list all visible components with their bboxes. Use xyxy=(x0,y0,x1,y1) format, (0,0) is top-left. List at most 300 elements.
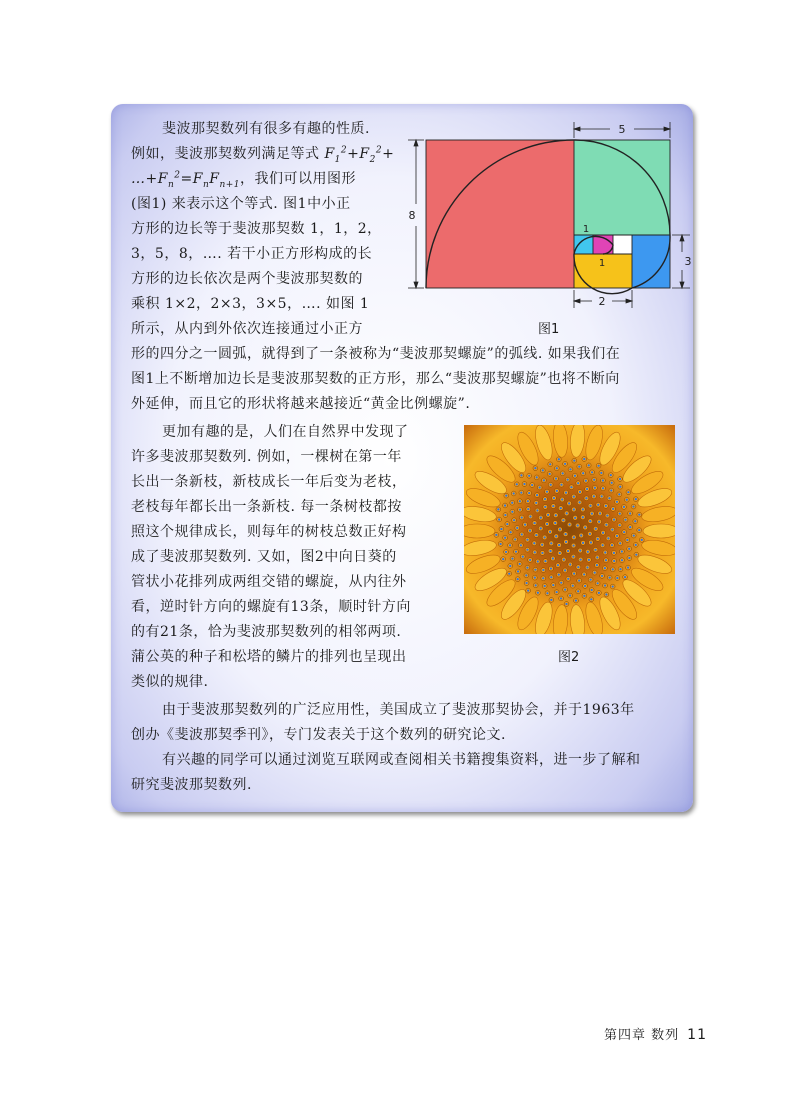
floret-marker xyxy=(573,536,575,538)
floret-marker xyxy=(624,519,626,521)
floret-marker xyxy=(497,508,499,510)
floret-marker xyxy=(616,501,618,503)
floret-marker xyxy=(604,551,606,553)
floret-marker xyxy=(628,557,630,559)
floret-marker xyxy=(610,489,612,491)
floret-marker xyxy=(534,551,536,553)
floret-marker xyxy=(589,505,591,507)
floret-marker xyxy=(533,522,535,524)
floret-marker xyxy=(508,573,510,575)
floret-marker xyxy=(619,512,621,514)
floret-marker xyxy=(505,551,507,553)
floret-marker xyxy=(513,492,515,494)
text-line: 看，逆时针方向的螺旋有13条，顺时针方向 xyxy=(131,599,411,615)
floret-marker xyxy=(514,538,516,540)
floret-marker xyxy=(505,495,507,497)
floret-marker xyxy=(517,570,519,572)
floret-marker xyxy=(565,492,567,494)
floret-marker xyxy=(525,574,527,576)
floret-marker xyxy=(611,544,613,546)
floret-marker xyxy=(526,539,528,541)
dim-label-inner-b: 1 xyxy=(598,258,606,269)
text-line: 例如，斐波那契数列满足等式 $F_1^2+F_2^2+$ xyxy=(131,145,395,165)
floret-marker xyxy=(546,491,548,493)
floret-marker xyxy=(627,491,629,493)
floret-marker xyxy=(556,591,558,593)
text-line: 创办《斐波那契季刊》，专门发表关于这个数列的研究论文. xyxy=(131,727,506,743)
floret-marker xyxy=(575,599,577,601)
floret-marker xyxy=(552,557,554,559)
text-line: (图1) 来表示这个等式. 图1中小正 xyxy=(131,196,351,212)
floret-marker xyxy=(533,542,535,544)
floret-marker xyxy=(535,502,537,504)
floret-marker xyxy=(589,533,591,535)
floret-marker xyxy=(556,490,558,492)
floret-marker xyxy=(565,541,567,543)
floret-marker xyxy=(540,527,542,529)
floret-marker xyxy=(511,558,513,560)
floret-marker xyxy=(555,514,557,516)
floret-marker xyxy=(606,514,608,516)
floret-marker xyxy=(628,548,630,550)
floret-marker xyxy=(588,464,590,466)
floret-marker xyxy=(559,528,561,530)
floret-marker xyxy=(516,483,518,485)
floret-marker xyxy=(608,497,610,499)
text-line: 的有21条，恰为斐波那契数列的相邻两项. xyxy=(131,624,402,640)
floret-marker xyxy=(605,505,607,507)
text-line: 乘积 1×2，2×3，3×5，…. 如图 1 xyxy=(131,296,370,312)
sunflower-petal xyxy=(643,524,675,538)
floret-marker xyxy=(561,498,563,500)
floret-marker xyxy=(580,534,582,536)
floret-marker xyxy=(509,544,511,546)
text-line: 方形的边长依次是两个斐波那契数的 xyxy=(131,271,363,287)
floret-marker xyxy=(613,518,615,520)
floret-marker xyxy=(572,556,574,558)
floret-marker xyxy=(585,497,587,499)
text-line: 蒲公英的种子和松塔的鳞片的排列也呈现出 xyxy=(131,649,407,665)
floret-marker xyxy=(516,527,518,529)
figure-2-caption: 图2 xyxy=(558,650,580,665)
floret-marker xyxy=(578,465,580,467)
floret-marker xyxy=(520,544,522,546)
floret-marker xyxy=(519,500,521,502)
floret-marker xyxy=(605,593,607,595)
floret-marker xyxy=(554,522,556,524)
floret-marker xyxy=(582,516,584,518)
formula-part: $\dots+F_n^2=F_nF_{n+1}$ xyxy=(131,170,241,190)
text-line: 管状小花排列成两组交错的螺旋，从内往外 xyxy=(131,574,407,590)
floret-marker xyxy=(618,493,620,495)
floret-marker xyxy=(591,471,593,473)
floret-marker xyxy=(610,474,612,476)
floret-marker xyxy=(591,589,593,591)
floret-marker xyxy=(542,469,544,471)
floret-marker xyxy=(506,523,508,525)
floret-marker xyxy=(528,475,530,477)
dim-label-bottom: 2 xyxy=(598,295,606,308)
floret-marker xyxy=(564,463,566,465)
floret-marker xyxy=(569,594,571,596)
floret-marker xyxy=(527,500,529,502)
floret-marker xyxy=(589,520,591,522)
floret-marker xyxy=(613,560,615,562)
floret-marker xyxy=(537,592,539,594)
chapter-label: 第四章 数列 xyxy=(604,1028,680,1043)
floret-marker xyxy=(557,564,559,566)
floret-marker xyxy=(566,512,568,514)
floret-marker xyxy=(582,508,584,510)
floret-marker xyxy=(612,585,614,587)
floret-marker xyxy=(536,494,538,496)
floret-marker xyxy=(559,552,561,554)
floret-marker xyxy=(602,479,604,481)
floret-marker xyxy=(513,519,515,521)
floret-marker xyxy=(556,467,558,469)
floret-marker xyxy=(638,514,640,516)
floret-marker xyxy=(593,479,595,481)
floret-marker xyxy=(521,516,523,518)
floret-marker xyxy=(558,458,560,460)
floret-marker xyxy=(577,482,579,484)
floret-marker xyxy=(560,582,562,584)
floret-marker xyxy=(577,590,579,592)
floret-marker xyxy=(577,524,579,526)
floret-marker xyxy=(619,524,621,526)
floret-marker xyxy=(524,524,526,526)
floret-marker xyxy=(616,577,618,579)
floret-marker xyxy=(634,520,636,522)
floret-marker xyxy=(562,472,564,474)
floret-marker xyxy=(550,599,552,601)
floret-marker xyxy=(523,483,525,485)
floret-marker xyxy=(504,537,506,539)
floret-marker xyxy=(519,563,521,565)
floret-marker xyxy=(502,558,504,560)
sunflower-petal xyxy=(464,524,495,538)
text-line: 研究斐波那契数列. xyxy=(131,777,252,793)
floret-marker xyxy=(495,534,497,536)
floret-marker xyxy=(572,544,574,546)
floret-marker xyxy=(584,526,586,528)
text-line: 所示，从内到外依次连接通过小正方 xyxy=(131,321,363,337)
floret-marker xyxy=(579,549,581,551)
floret-marker xyxy=(543,479,545,481)
floret-marker xyxy=(552,584,554,586)
floret-marker xyxy=(529,530,531,532)
floret-marker xyxy=(590,579,592,581)
floret-marker xyxy=(504,504,506,506)
floret-marker xyxy=(572,585,574,587)
floret-marker xyxy=(624,576,626,578)
floret-marker xyxy=(550,542,552,544)
text-line: 老枝每年都长出一条新枝. 每一条树枝都按 xyxy=(131,499,402,515)
text-line: 长出一条新枝，新枝成长一年后变为老枝， xyxy=(131,474,407,490)
floret-marker xyxy=(564,569,566,571)
dim-label-right: 3 xyxy=(684,255,692,268)
text-line: 许多斐波那契数列. 例如，一棵树在第一年 xyxy=(131,449,402,465)
floret-marker xyxy=(594,549,596,551)
floret-marker xyxy=(602,487,604,489)
floret-marker xyxy=(541,544,543,546)
floret-marker xyxy=(521,533,523,535)
floret-marker xyxy=(609,577,611,579)
floret-marker xyxy=(573,496,575,498)
floret-marker xyxy=(498,518,500,520)
floret-marker xyxy=(611,482,613,484)
square-8 xyxy=(426,140,574,288)
floret-marker xyxy=(623,531,625,533)
floret-marker xyxy=(602,544,604,546)
floret-marker xyxy=(500,528,502,530)
floret-marker xyxy=(599,512,601,514)
floret-marker xyxy=(546,592,548,594)
floret-marker xyxy=(613,552,615,554)
floret-marker xyxy=(583,595,585,597)
floret-marker xyxy=(579,501,581,503)
floret-marker xyxy=(602,532,604,534)
text-line: 斐波那契数列有很多有趣的性质. xyxy=(162,121,370,137)
floret-marker xyxy=(569,468,571,470)
floret-marker xyxy=(619,486,621,488)
floret-marker xyxy=(569,563,571,565)
square-5 xyxy=(574,140,670,235)
floret-marker xyxy=(632,505,634,507)
dim-label-left: 8 xyxy=(408,209,416,222)
floret-marker xyxy=(573,460,575,462)
fibonacci-spiral-figure xyxy=(402,118,702,318)
floret-marker xyxy=(563,559,565,561)
floret-marker xyxy=(520,474,522,476)
floret-marker xyxy=(583,458,585,460)
floret-marker xyxy=(553,497,555,499)
square-small xyxy=(613,235,632,254)
floret-marker xyxy=(511,511,513,513)
floret-marker xyxy=(596,556,598,558)
floret-marker xyxy=(544,536,546,538)
floret-marker xyxy=(544,498,546,500)
floret-marker xyxy=(558,574,560,576)
floret-marker xyxy=(582,472,584,474)
floret-marker xyxy=(596,564,598,566)
floret-marker xyxy=(547,514,549,516)
floret-marker xyxy=(595,528,597,530)
floret-marker xyxy=(562,519,564,521)
text-line: 形的四分之一圆弧，就得到了一条被称为“斐波那契螺旋”的弧线. 如果我们在 xyxy=(131,346,621,362)
floret-marker xyxy=(601,575,603,577)
floret-marker xyxy=(585,480,587,482)
floret-marker xyxy=(549,531,551,533)
floret-marker xyxy=(598,592,600,594)
floret-marker xyxy=(536,509,538,511)
floret-marker xyxy=(590,598,592,600)
floret-marker xyxy=(605,559,607,561)
floret-marker xyxy=(588,559,590,561)
floret-marker xyxy=(635,554,637,556)
floret-marker xyxy=(593,495,595,497)
page-footer xyxy=(604,1024,707,1043)
floret-marker xyxy=(594,572,596,574)
floret-marker xyxy=(531,484,533,486)
floret-marker xyxy=(534,577,536,579)
floret-marker xyxy=(573,508,575,510)
floret-marker xyxy=(529,515,531,517)
floret-marker xyxy=(542,577,544,579)
formula-part: $F_1^2+F_2^2+$ xyxy=(324,145,395,165)
floret-marker xyxy=(629,512,631,514)
floret-marker xyxy=(549,550,551,552)
floret-marker xyxy=(621,559,623,561)
floret-marker xyxy=(560,484,562,486)
floret-marker xyxy=(591,513,593,515)
floret-marker xyxy=(627,566,629,568)
floret-marker xyxy=(629,526,631,528)
floret-marker xyxy=(582,542,584,544)
floret-marker xyxy=(583,573,585,575)
floret-marker xyxy=(601,495,603,497)
floret-marker xyxy=(612,508,614,510)
floret-marker xyxy=(555,477,557,479)
floret-marker xyxy=(542,569,544,571)
floret-marker xyxy=(520,491,522,493)
floret-marker xyxy=(515,551,517,553)
floret-marker xyxy=(537,560,539,562)
floret-marker xyxy=(605,524,607,526)
floret-marker xyxy=(565,533,567,535)
text-line: 有兴趣的同学可以通过浏览互联网或查阅相关书籍搜集资料，进一步了解和 xyxy=(162,752,641,768)
floret-marker xyxy=(500,543,502,545)
floret-marker xyxy=(568,502,570,504)
page-number: 11 xyxy=(687,1027,707,1043)
floret-marker xyxy=(544,506,546,508)
text-line: 方形的边长等于斐波那契数 1，1，2， xyxy=(131,221,382,237)
floret-marker xyxy=(527,590,529,592)
floret-marker xyxy=(560,507,562,509)
floret-marker xyxy=(638,529,640,531)
floret-marker xyxy=(578,579,580,581)
dim-label-top: 5 xyxy=(618,123,626,136)
floret-marker xyxy=(549,473,551,475)
floret-marker xyxy=(544,585,546,587)
floret-marker xyxy=(541,552,543,554)
floret-marker xyxy=(619,478,621,480)
floret-marker xyxy=(540,517,542,519)
floret-marker xyxy=(565,603,567,605)
floret-marker xyxy=(604,567,606,569)
floret-marker xyxy=(626,499,628,501)
floret-marker xyxy=(539,486,541,488)
floret-marker xyxy=(555,535,557,537)
floret-marker xyxy=(598,465,600,467)
dim-label-inner-a: 1 xyxy=(582,224,590,235)
floret-marker xyxy=(586,566,588,568)
floret-marker xyxy=(550,576,552,578)
floret-marker xyxy=(573,573,575,575)
floret-marker xyxy=(621,550,623,552)
figure-1-caption: 图1 xyxy=(538,322,560,337)
floret-marker xyxy=(535,534,537,536)
floret-marker xyxy=(549,463,551,465)
floret-marker xyxy=(580,558,582,560)
floret-marker xyxy=(546,523,548,525)
floret-marker xyxy=(600,472,602,474)
floret-marker xyxy=(526,549,528,551)
floret-marker xyxy=(527,508,529,510)
floret-marker xyxy=(526,582,528,584)
floret-marker xyxy=(510,531,512,533)
floret-marker xyxy=(544,560,546,562)
floret-marker xyxy=(536,476,538,478)
floret-marker xyxy=(558,544,560,546)
floret-marker xyxy=(568,523,570,525)
text-line: 外延伸，而且它的形状将越来越接近“黄金比例螺旋”. xyxy=(131,396,471,412)
floret-marker xyxy=(597,582,599,584)
floret-marker xyxy=(570,486,572,488)
floret-marker xyxy=(587,551,589,553)
floret-marker xyxy=(511,502,513,504)
floret-marker xyxy=(574,475,576,477)
floret-marker xyxy=(598,521,600,523)
floret-marker xyxy=(586,488,588,490)
floret-marker xyxy=(534,569,536,571)
floret-marker xyxy=(529,559,531,561)
floret-marker xyxy=(633,534,635,536)
floret-marker xyxy=(517,578,519,580)
text-line: 成了斐波那契数列. 又如，图2中向日葵的 xyxy=(131,549,397,565)
floret-marker xyxy=(579,491,581,493)
text-line: 由于斐波那契数列的广泛应用性，美国成立了斐波那契协会，并于1963年 xyxy=(162,702,635,718)
floret-marker xyxy=(567,478,569,480)
floret-marker xyxy=(574,517,576,519)
floret-marker xyxy=(641,539,643,541)
floret-marker xyxy=(611,529,613,531)
text-line: 更加有趣的是，人们在自然界中发现了 xyxy=(162,424,409,440)
floret-marker xyxy=(577,566,579,568)
floret-marker xyxy=(560,597,562,599)
floret-marker xyxy=(567,578,569,580)
floret-marker xyxy=(504,514,506,516)
floret-marker xyxy=(604,584,606,586)
floret-marker xyxy=(619,542,621,544)
floret-marker xyxy=(612,568,614,570)
floret-marker xyxy=(607,537,609,539)
floret-marker xyxy=(528,492,530,494)
floret-marker xyxy=(619,568,621,570)
square-1a xyxy=(574,235,593,254)
floret-marker xyxy=(519,509,521,511)
floret-marker xyxy=(590,541,592,543)
floret-marker xyxy=(584,585,586,587)
floret-marker xyxy=(509,565,511,567)
text-line: $\dots+F_n^2=F_nF_{n+1}$，我们可以用图形 xyxy=(131,170,357,190)
floret-marker xyxy=(564,589,566,591)
floret-marker xyxy=(597,538,599,540)
floret-marker xyxy=(616,535,618,537)
floret-marker xyxy=(623,506,625,508)
floret-marker xyxy=(635,544,637,546)
text-line: 3，5，8，…. 若干小正方形构成的长 xyxy=(131,246,373,262)
floret-marker xyxy=(552,505,554,507)
floret-marker xyxy=(635,498,637,500)
floret-marker xyxy=(626,539,628,541)
text-line: 类似的规律. xyxy=(131,674,209,690)
floret-marker xyxy=(535,584,537,586)
text-line: 图1上不断增加边长是斐波那契数的正方形，那么“斐波那契螺旋”也将不断向 xyxy=(131,371,620,387)
floret-marker xyxy=(567,550,569,552)
text-line: 照这个规律成长，则每年的树枝总数正好构 xyxy=(131,524,407,540)
floret-marker xyxy=(597,504,599,506)
